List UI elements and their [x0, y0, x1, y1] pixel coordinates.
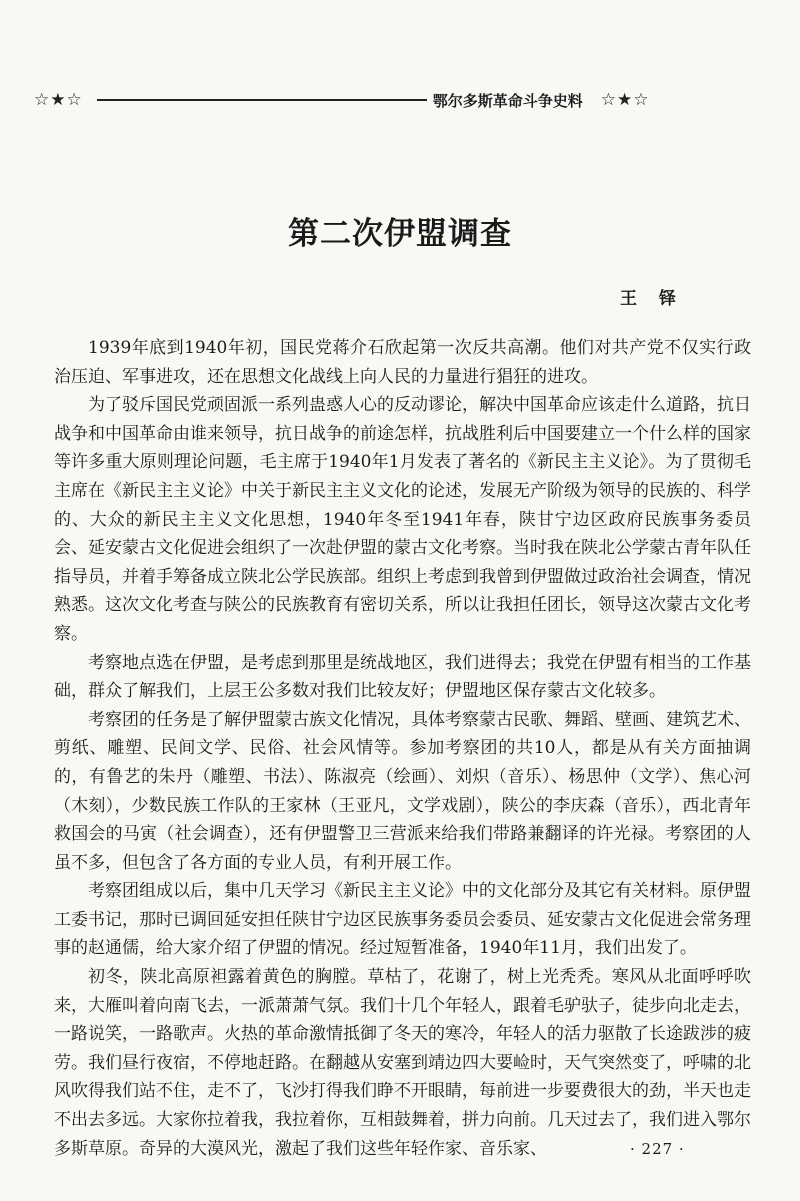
paragraph: 1939年底到1940年初，国民党蒋介石欣起第一次反共高潮。他们对共产党不仅实行政治压迫、军事进攻，还在思想文化战线上向人民的力量进行猖狂的进攻。: [54, 338, 751, 387]
article-author: 王 铎: [620, 289, 684, 309]
running-header: [34, 86, 734, 114]
header-stars-left: ☆★☆: [34, 90, 83, 110]
article-title: 第二次伊盟调查: [288, 216, 512, 252]
header-rule: [97, 99, 427, 101]
header-title: 鄂尔多斯革命斗争史料: [432, 91, 583, 110]
paragraph: 考察地点选在伊盟，是考虑到那里是统战地区，我们进得去；我党在伊盟有相当的工作基础，群众了解我们，上层王公多数对我们比较友好；伊盟地区保存蒙古文化较多。: [54, 652, 751, 702]
paragraph: 为了驳斥国民党顽固派一系列蛊惑人心的反动谬论，解决中国革命应该走什么道路，抗日战争和中国革命由谁来领导，抗日战争的前途怎样，抗战胜利后中国要建立一个什么样的国家等许多重大原则理论问题，毛主席于1940年1月发表了著名的《新民主主义论》。为了贯彻毛主席在《新民主主义论》中关于新民主主义文化的论述，发展无产阶级为领导的民族的、科学的、大众的新民主主义文化思想，1940年冬至1941年春，陕甘宁边区政府民族事务委员会、延安蒙古文化促进会组织了一次赴伊盟的蒙古文化考察。当时我在陕北公学蒙古青年队任指导员，并着手筹备成立陕北公学民族部。组织上考虑到我曾到伊盟做过政治社会调查，情况熟悉。这次文化考查与陕公的民族教育有密切关系，所以让我担任团长，领导这次蒙古文化考察。: [54, 395, 751, 644]
paragraph: 初冬，陕北高原袒露着黄色的胸膛。草枯了，花谢了，树上光秃秃。寒风从北面呼呼吹来，大雁叫着向南飞去，一派萧萧气氛。我们十几个年轻人，跟着毛驴驮子，徒步向北走去，一路说笑，一路歌声。火热的革命激情抵御了冬天的寒冷，年轻人的活力驱散了长途跋涉的疲劳。我们昼行夜宿，不停地赶路。在翻越从安塞到靖边四大要崄时，天气突然变了，呼啸的北风吹得我们站不住，走不了，飞沙打得我们睁不开眼睛，每前进一步要费很大的劲，半天也走不出去多远。大家你拉着我，我拉着你，互相鼓舞着，拼力向前。几天过去了，我们进入鄂尔多斯草原。奇异的大漠风光，激起了我们这些年轻作家、音乐家、: [54, 967, 751, 1159]
article-body: [54, 334, 751, 1163]
header-stars-right: ☆★☆: [600, 90, 650, 110]
paragraph: 考察团的任务是了解伊盟蒙古族文化情况，具体考察蒙古民歌、舞蹈、壁画、建筑艺术、剪纸、雕塑、民间文学、民俗、社会风情等。参加考察团的共10人，都是从有关方面抽调的，有鲁艺的朱丹（雕塑、书法）、陈淑亮（绘画）、刘炽（音乐）、杨思仲（文学）、焦心河（木刻），少数民族工作队的王家林（王亚凡，文学戏剧），陕公的李庆森（音乐），西北青年救国会的马寅（社会调查），还有伊盟警卫三营派来给我们带路兼翻译的许光禄。考察团的人虽不多，但包含了各方面的专业人员，有利开展工作。: [54, 709, 751, 873]
paragraph: 考察团组成以后，集中几天学习《新民主主义论》中的文化部分及其它有关材料。原伊盟工委书记，那时已调回延安担任陕甘宁边区民族事务委员会委员、延安蒙古文化促进会常务理事的赵通儒，给大家介绍了伊盟的情况。经过短暂准备，1940年11月，我们出发了。: [54, 881, 751, 959]
page-number: · 227 ·: [630, 1140, 685, 1158]
